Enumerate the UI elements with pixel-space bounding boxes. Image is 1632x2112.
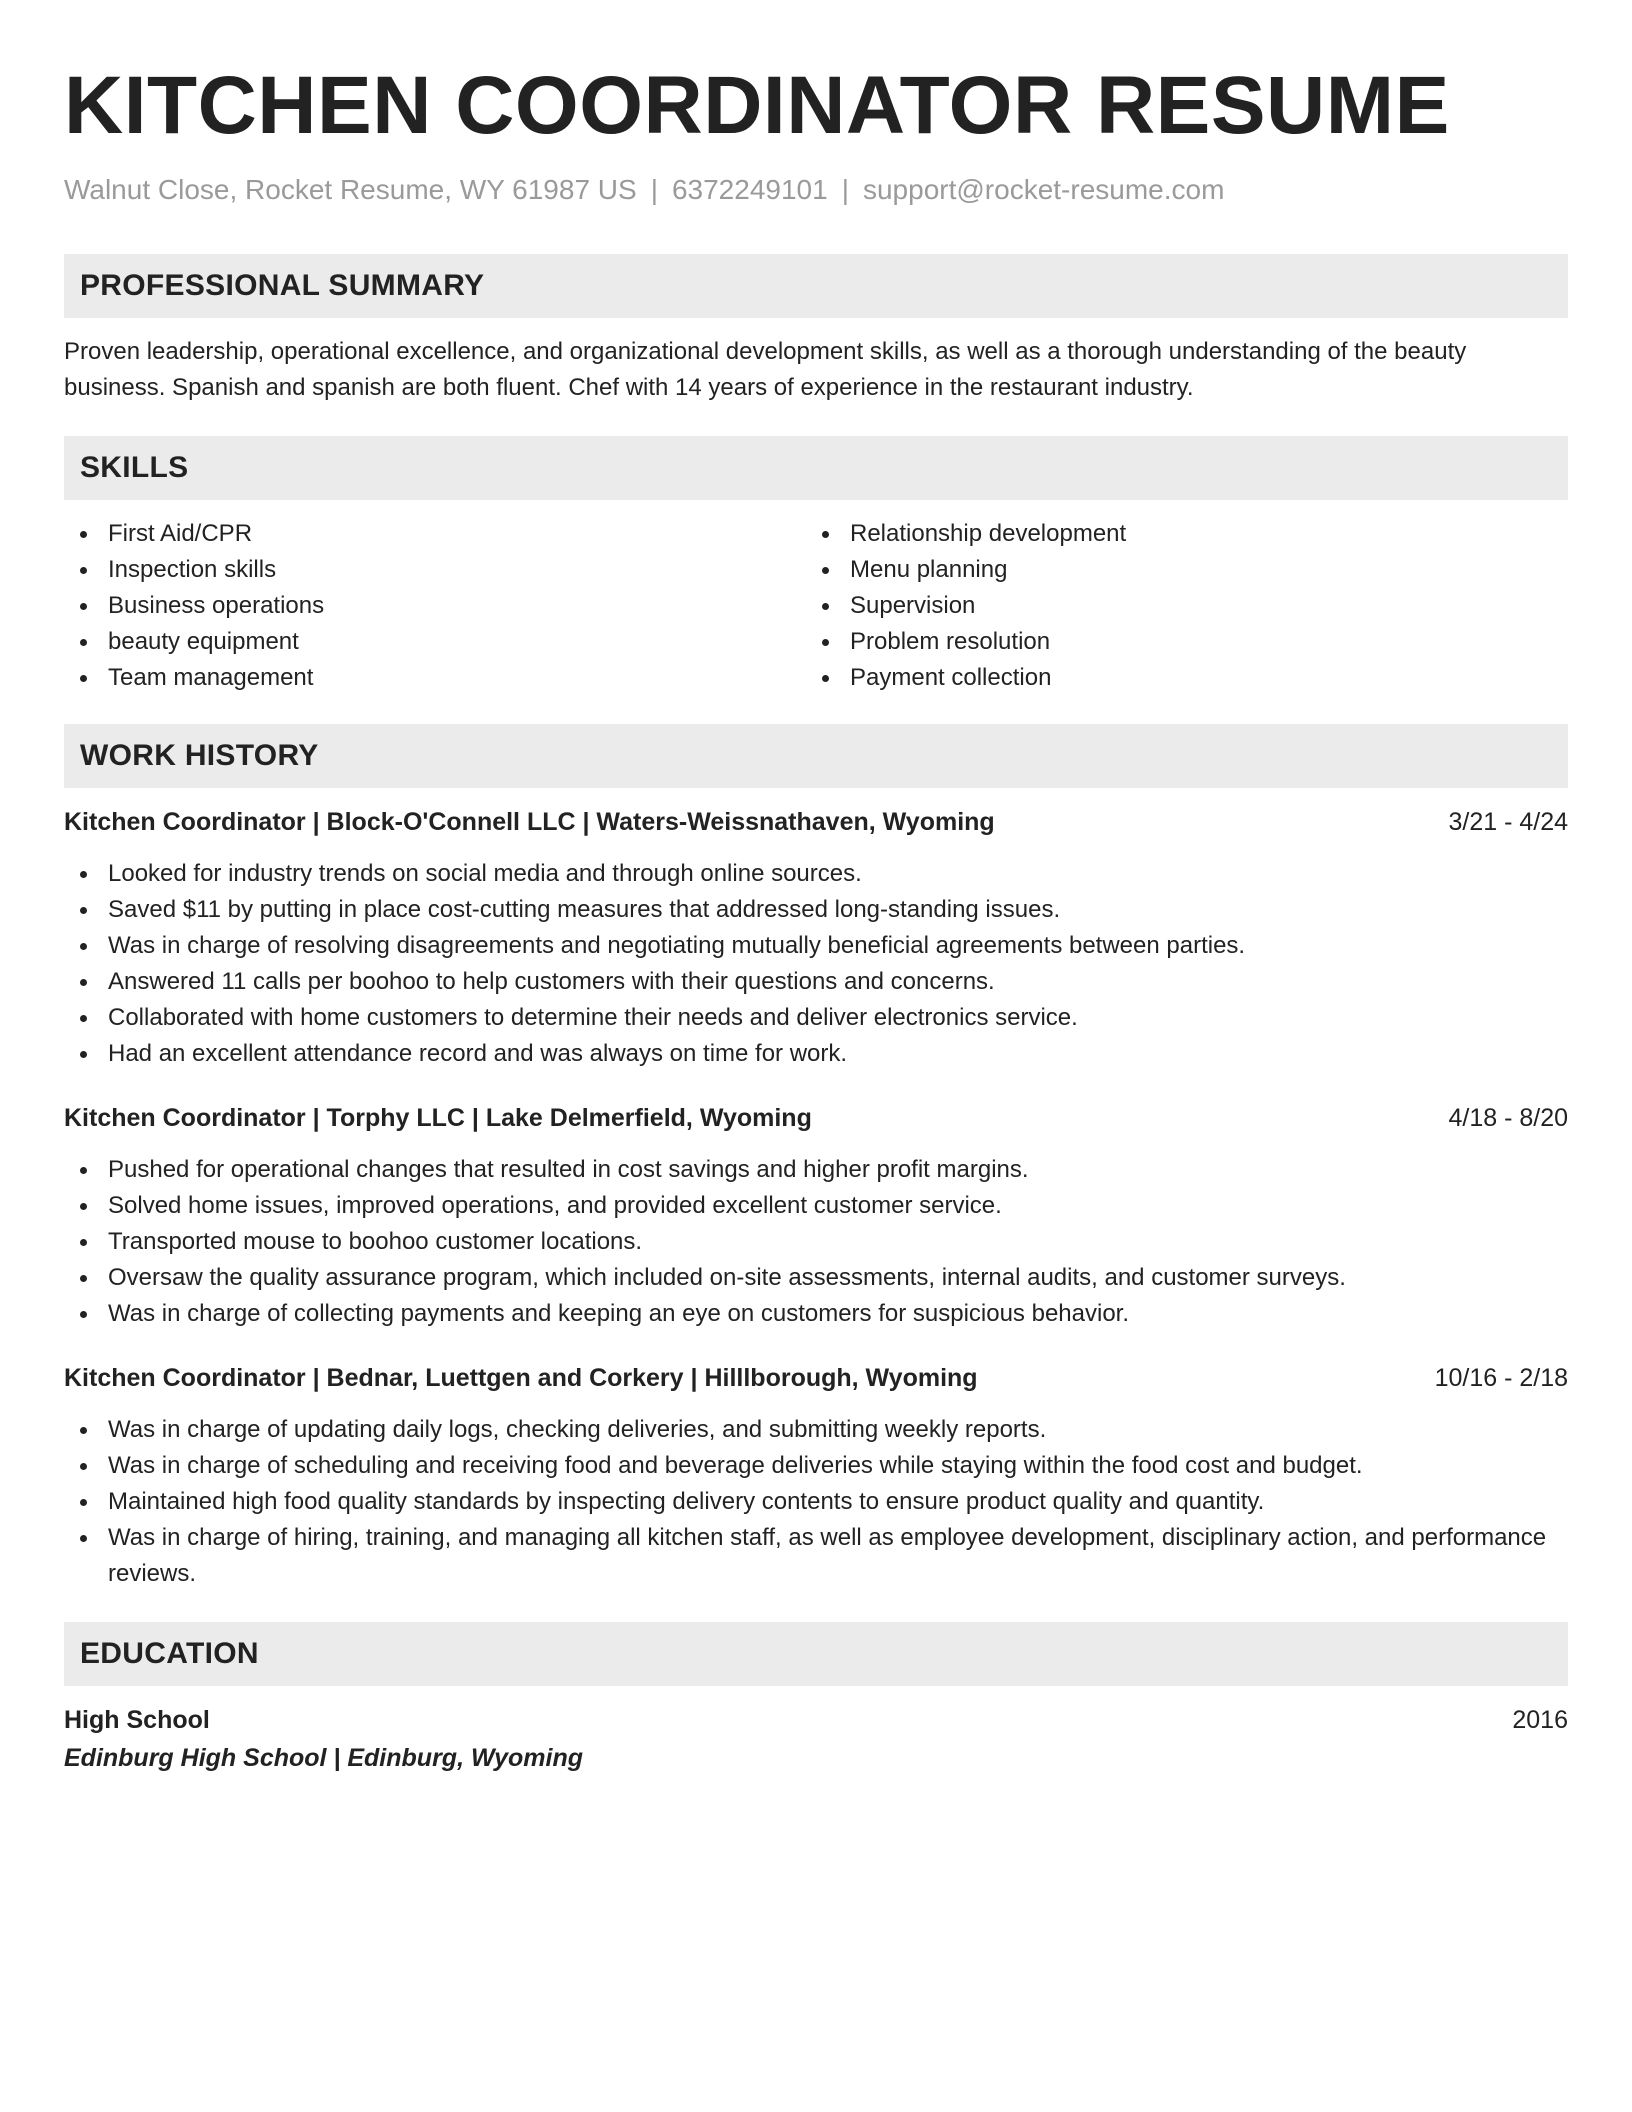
skill-item: First Aid/CPR [64,516,806,552]
skill-item: Supervision [806,588,1548,624]
skill-item: Menu planning [806,552,1548,588]
contact-separator: | [841,174,849,205]
job-bullet: Had an excellent attendance record and was always on time for work. [64,1036,1568,1072]
job-header [64,1360,1568,1396]
job-title: Kitchen Coordinator | Block-O'Connell LLC | Waters-Weissnathaven, Wyoming [64,808,995,836]
job-bullet: Saved $11 by putting in place cost-cutting measures that addressed long-standing issues. [64,892,1568,928]
skill-item: Payment collection [806,660,1548,696]
summary-text: Proven leadership, operational excellence, and organizational development skills, as well as a thorough understanding of the beauty business. Spanish and spanish are both fluent. Chef with 14 years of experience in the restaurant industry. [64,338,1467,401]
contact-separator: | [650,174,658,205]
job-bullet: Was in charge of updating daily logs, checking deliveries, and submitting weekly reports. [64,1412,1568,1448]
job-bullet: Maintained high food quality standards by inspecting delivery contents to ensure product quality and quantity. [64,1484,1568,1520]
job-bullet: Collaborated with home customers to determine their needs and deliver electronics service. [64,1000,1568,1036]
skill-item: Business operations [64,588,806,624]
job-bullet: Looked for industry trends on social media and through online sources. [64,856,1568,892]
contact-address: Walnut Close, Rocket Resume, WY 61987 US [64,174,637,205]
job-header [64,804,1568,840]
job-entry [64,804,1568,1072]
skills-column-right [806,516,1548,696]
job-bullets [64,1152,1568,1332]
contact-phone: 6372249101 [671,174,828,205]
job-dates: 10/16 - 2/18 [1434,1364,1568,1392]
skills-heading: SKILLS [64,436,1568,500]
job-entry [64,1360,1568,1592]
education-entry [64,1702,1568,1778]
job-dates: 4/18 - 8/20 [1448,1104,1568,1132]
job-title: Kitchen Coordinator | Torphy LLC | Lake Delmerfield, Wyoming [64,1104,812,1132]
contact-line [64,172,1568,208]
job-bullets [64,856,1568,1072]
skill-item: Team management [64,660,806,696]
job-bullet: Answered 11 calls per boohoo to help customers with their questions and concerns. [64,964,1568,1000]
education-degree: High School [64,1706,210,1734]
job-bullet: Solved home issues, improved operations, and provided excellent customer service. [64,1188,1568,1224]
education-year: 2016 [1512,1706,1568,1734]
job-bullet: Was in charge of collecting payments and keeping an eye on customers for suspicious behavior. [64,1296,1568,1332]
summary-heading: PROFESSIONAL SUMMARY [64,254,1568,318]
skill-item: Relationship development [806,516,1548,552]
job-bullet: Oversaw the quality assurance program, which included on-site assessments, internal audits, and customer surveys. [64,1260,1568,1296]
skills-list [64,516,1568,696]
job-bullet: Was in charge of scheduling and receiving food and beverage deliveries while staying within the food cost and budget. [64,1448,1568,1484]
job-dates: 3/21 - 4/24 [1448,808,1568,836]
skill-item: beauty equipment [64,624,806,660]
contact-email: support@rocket-resume.com [862,174,1225,205]
work-history-heading: WORK HISTORY [64,724,1568,788]
education-school: Edinburg High School | Edinburg, Wyoming [64,1744,583,1772]
job-bullets [64,1412,1568,1592]
education-header [64,1702,1568,1738]
job-entry [64,1100,1568,1332]
skill-item: Inspection skills [64,552,806,588]
job-bullet: Pushed for operational changes that resulted in cost savings and higher profit margins. [64,1152,1568,1188]
job-bullet: Was in charge of hiring, training, and managing all kitchen staff, as well as employee development, disciplinary action, and performance reviews. [64,1520,1568,1592]
education-heading: EDUCATION [64,1622,1568,1686]
job-bullet: Transported mouse to boohoo customer locations. [64,1224,1568,1260]
job-title: Kitchen Coordinator | Bednar, Luettgen and Corkery | Hilllborough, Wyoming [64,1364,978,1392]
skills-column-left [64,516,806,696]
resume-title: KITCHEN COORDINATOR RESUME [64,60,1450,151]
skill-item: Problem resolution [806,624,1548,660]
job-bullet: Was in charge of resolving disagreements and negotiating mutually beneficial agreements between parties. [64,928,1568,964]
job-header [64,1100,1568,1136]
